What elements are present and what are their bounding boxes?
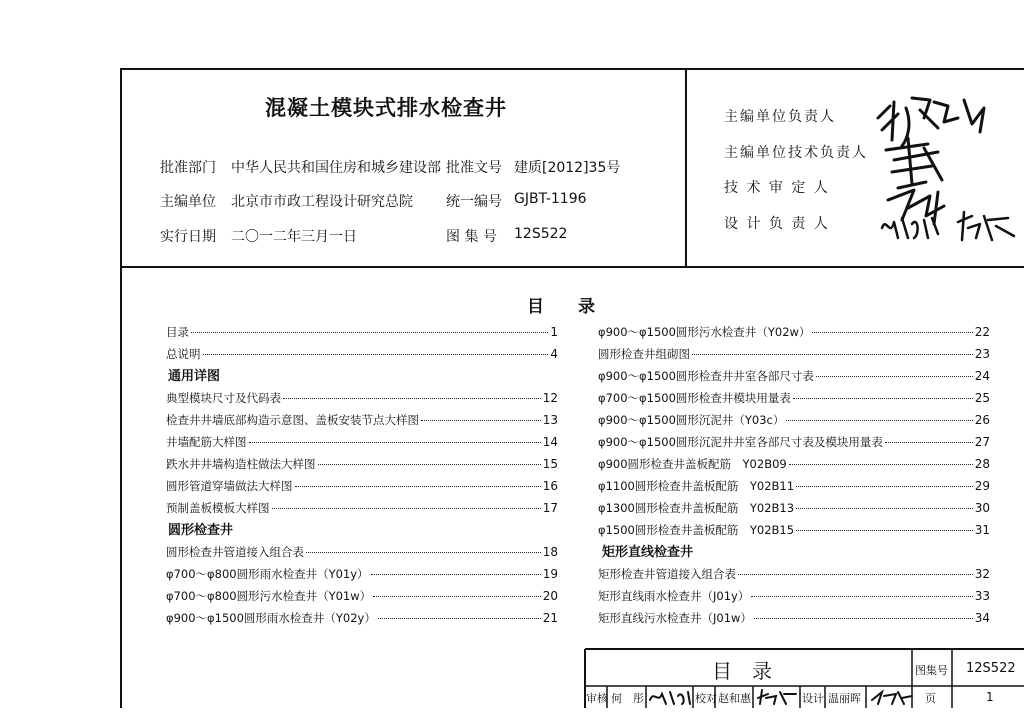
toc-entry-title: 圆形管道穿墙做法大样图 <box>166 479 293 493</box>
toc-entry-page: 22 <box>974 325 990 339</box>
toc-entry-page: 4 <box>550 347 558 361</box>
responsible-review: 技 术 审 定 人 <box>724 180 830 196</box>
toc-entry-title: 矩形直线雨水检查井（J01y） <box>598 589 750 603</box>
toc-entry-page: 21 <box>542 611 558 625</box>
titleblock-title: 目 录 <box>712 659 772 683</box>
toc-entry-title: 井墙配筋大样图 <box>166 435 247 449</box>
toc-entry-title: φ1100圆形检查井盖板配筋 Y02B11 <box>598 479 795 493</box>
toc-entry-title: 总说明 <box>166 347 201 361</box>
toc-entry-page: 14 <box>542 435 558 449</box>
toc-section-heading: 矩形直线检查井 <box>602 545 694 560</box>
toc-entry-title: 目录 <box>166 325 189 339</box>
titleblock-page-value: 1 <box>986 690 994 704</box>
toc-entry-page: 23 <box>974 347 990 361</box>
toc-entry-title: φ900圆形检查井盖板配筋 Y02B09 <box>598 457 787 471</box>
toc-entry-title: φ900～φ1500圆形沉泥井井室各部尺寸表及模块用量表 <box>598 435 883 449</box>
editor-unit-label: 主编单位 <box>160 194 216 210</box>
toc-entry-title: 矩形直线污水检查井（J01w） <box>598 611 752 625</box>
toc-entry-page: 30 <box>974 501 990 515</box>
toc-entry-title: φ1300圆形检查井盖板配筋 Y02B13 <box>598 501 795 515</box>
atlas-no-label: 图 集 号 <box>446 229 497 245</box>
toc-entry-page: 19 <box>542 567 558 581</box>
toc-entry-page: 27 <box>974 435 990 449</box>
effective-date-label: 实行日期 <box>160 229 216 245</box>
titleblock-check-name: 赵和惠 <box>718 692 751 705</box>
atlas-title: 混凝土模块式排水检查井 <box>265 96 507 120</box>
toc-entry-title: φ900～φ1500圆形沉泥井（Y03c） <box>598 413 785 427</box>
responsible-design: 设 计 负 责 人 <box>724 216 830 232</box>
toc-entry-page: 31 <box>974 523 990 537</box>
approval-dept-label: 批准部门 <box>160 160 216 176</box>
toc-entry-page: 20 <box>542 589 558 603</box>
toc-entry-page: 24 <box>974 369 990 383</box>
toc-entry-title: φ1500圆形检查井盖板配筋 Y02B15 <box>598 523 795 537</box>
toc-entry-page: 25 <box>974 391 990 405</box>
toc-entry-title: φ700～φ800圆形污水检查井（Y01w） <box>166 589 372 603</box>
unified-no: GJBT-1196 <box>514 191 587 207</box>
toc-entry-title: 圆形检查井管道接入组合表 <box>166 545 304 559</box>
titleblock-page-label: 页 <box>925 692 936 705</box>
editor-unit: 北京市市政工程设计研究总院 <box>231 194 413 210</box>
toc-entry-page: 29 <box>974 479 990 493</box>
toc-entry-title: φ900～φ1500圆形雨水检查井（Y02y） <box>166 611 376 625</box>
titleblock-review-label: 审核 <box>586 692 608 705</box>
responsible-editor-unit: 主编单位负责人 <box>724 109 836 125</box>
toc-heading: 目 录 <box>527 297 595 317</box>
unified-no-label: 统一编号 <box>446 194 502 210</box>
toc-entry-title: φ900～φ1500圆形污水检查井（Y02w） <box>598 325 811 339</box>
titleblock-design-label: 设计 <box>802 692 824 705</box>
toc-entry-page: 32 <box>974 567 990 581</box>
titleblock-review-name: 何 彤 <box>611 692 644 705</box>
toc-entry-page: 28 <box>974 457 990 471</box>
toc-entry-title: 典型模块尺寸及代码表 <box>166 391 281 405</box>
approval-doc-label: 批准文号 <box>446 160 502 176</box>
titleblock-atlas-value: 12S522 <box>966 661 1016 676</box>
toc-entry-page: 16 <box>542 479 558 493</box>
approval-doc: 建质[2012]35号 <box>514 160 621 176</box>
toc-entry-title: 预制盖板模板大样图 <box>166 501 270 515</box>
toc-entry-title: φ700～φ800圆形雨水检查井（Y01y） <box>166 567 369 581</box>
toc-entry-title: 矩形检查井管道接入组合表 <box>598 567 736 581</box>
toc-entry-page: 17 <box>542 501 558 515</box>
toc-entry-title: 检查井井墙底部构造示意图、盖板安装节点大样图 <box>166 413 419 427</box>
toc-entry-page: 15 <box>542 457 558 471</box>
titleblock-check-label: 校对 <box>695 692 717 705</box>
toc-section-heading: 圆形检查井 <box>168 523 234 538</box>
titleblock-design-name: 温丽晖 <box>828 692 861 705</box>
toc-entry-title: φ900～φ1500圆形检查井井室各部尺寸表 <box>598 369 814 383</box>
toc-entry-title: φ700～φ1500圆形检查井模块用量表 <box>598 391 791 405</box>
toc-entry-page: 34 <box>974 611 990 625</box>
atlas-no: 12S522 <box>514 226 568 242</box>
toc-entry-page: 12 <box>542 391 558 405</box>
approval-dept: 中华人民共和国住房和城乡建设部 <box>231 160 441 176</box>
toc-entry-page: 1 <box>550 325 558 339</box>
toc-entry-page: 26 <box>974 413 990 427</box>
responsible-technical: 主编单位技术负责人 <box>724 145 868 161</box>
toc-entry-page: 13 <box>542 413 558 427</box>
toc-entry-page: 33 <box>974 589 990 603</box>
titleblock-signature-marks <box>646 686 1024 708</box>
toc-entry-title: 圆形检查井组砌图 <box>598 347 690 361</box>
toc-entry-page: 18 <box>542 545 558 559</box>
toc-entry-title: 跌水井井墙构造柱做法大样图 <box>166 457 316 471</box>
titleblock-atlas-label: 图集号 <box>915 664 948 677</box>
toc-section-heading: 通用详图 <box>168 369 221 384</box>
effective-date: 二〇一二年三月一日 <box>231 229 357 245</box>
